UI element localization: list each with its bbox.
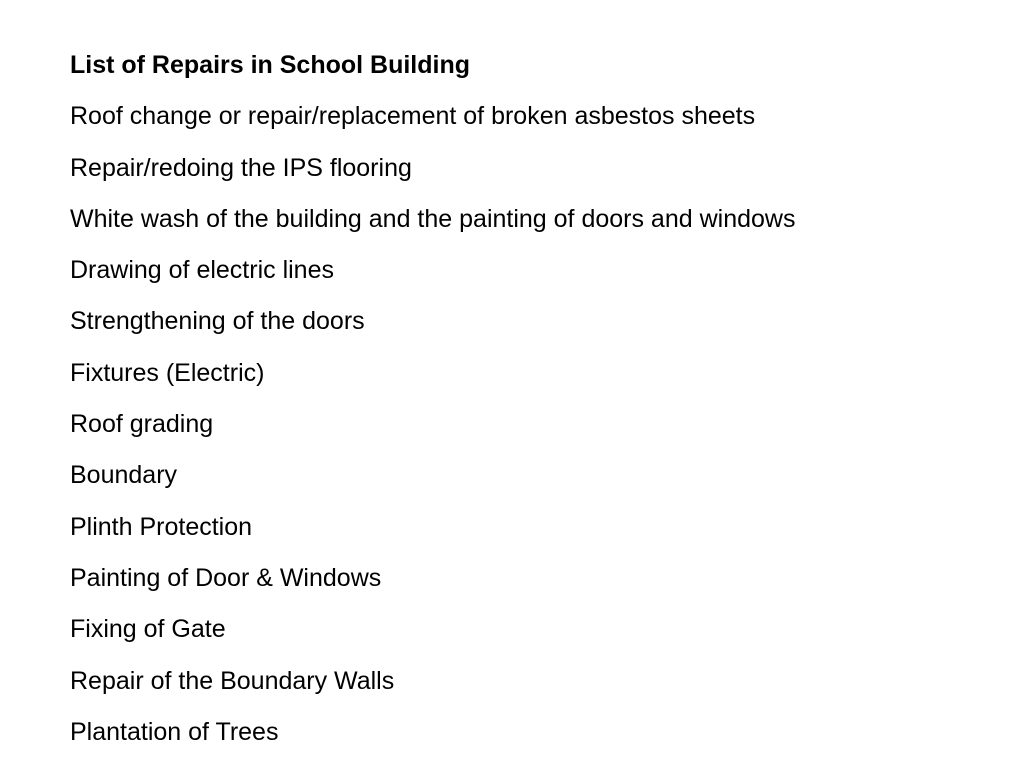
list-item: White wash of the building and the painting of doors and windows — [70, 204, 796, 233]
list-item: Strengthening of the doors — [70, 307, 365, 336]
repairs-list — [70, 99, 990, 766]
list-item: Repair/redoing the IPS flooring — [70, 153, 412, 182]
list-item: Drawing of electric lines — [70, 256, 334, 285]
list-item: Fixtures (Electric) — [70, 358, 265, 387]
page-title: List of Repairs in School Building — [70, 51, 471, 79]
list-item: Boundary — [70, 461, 178, 490]
repairs-list-section — [70, 48, 990, 766]
list-item: Plinth Protection — [70, 512, 253, 541]
list-item: Roof change or repair/replacement of broken asbestos sheets — [70, 102, 756, 131]
list-item: Painting of Door & Windows — [70, 563, 382, 592]
list-item: Plantation of Trees — [70, 717, 279, 746]
list-item: Roof grading — [70, 410, 214, 439]
list-item: Repair of the Boundary Walls — [70, 666, 395, 695]
list-item: Fixing of Gate — [70, 615, 226, 644]
